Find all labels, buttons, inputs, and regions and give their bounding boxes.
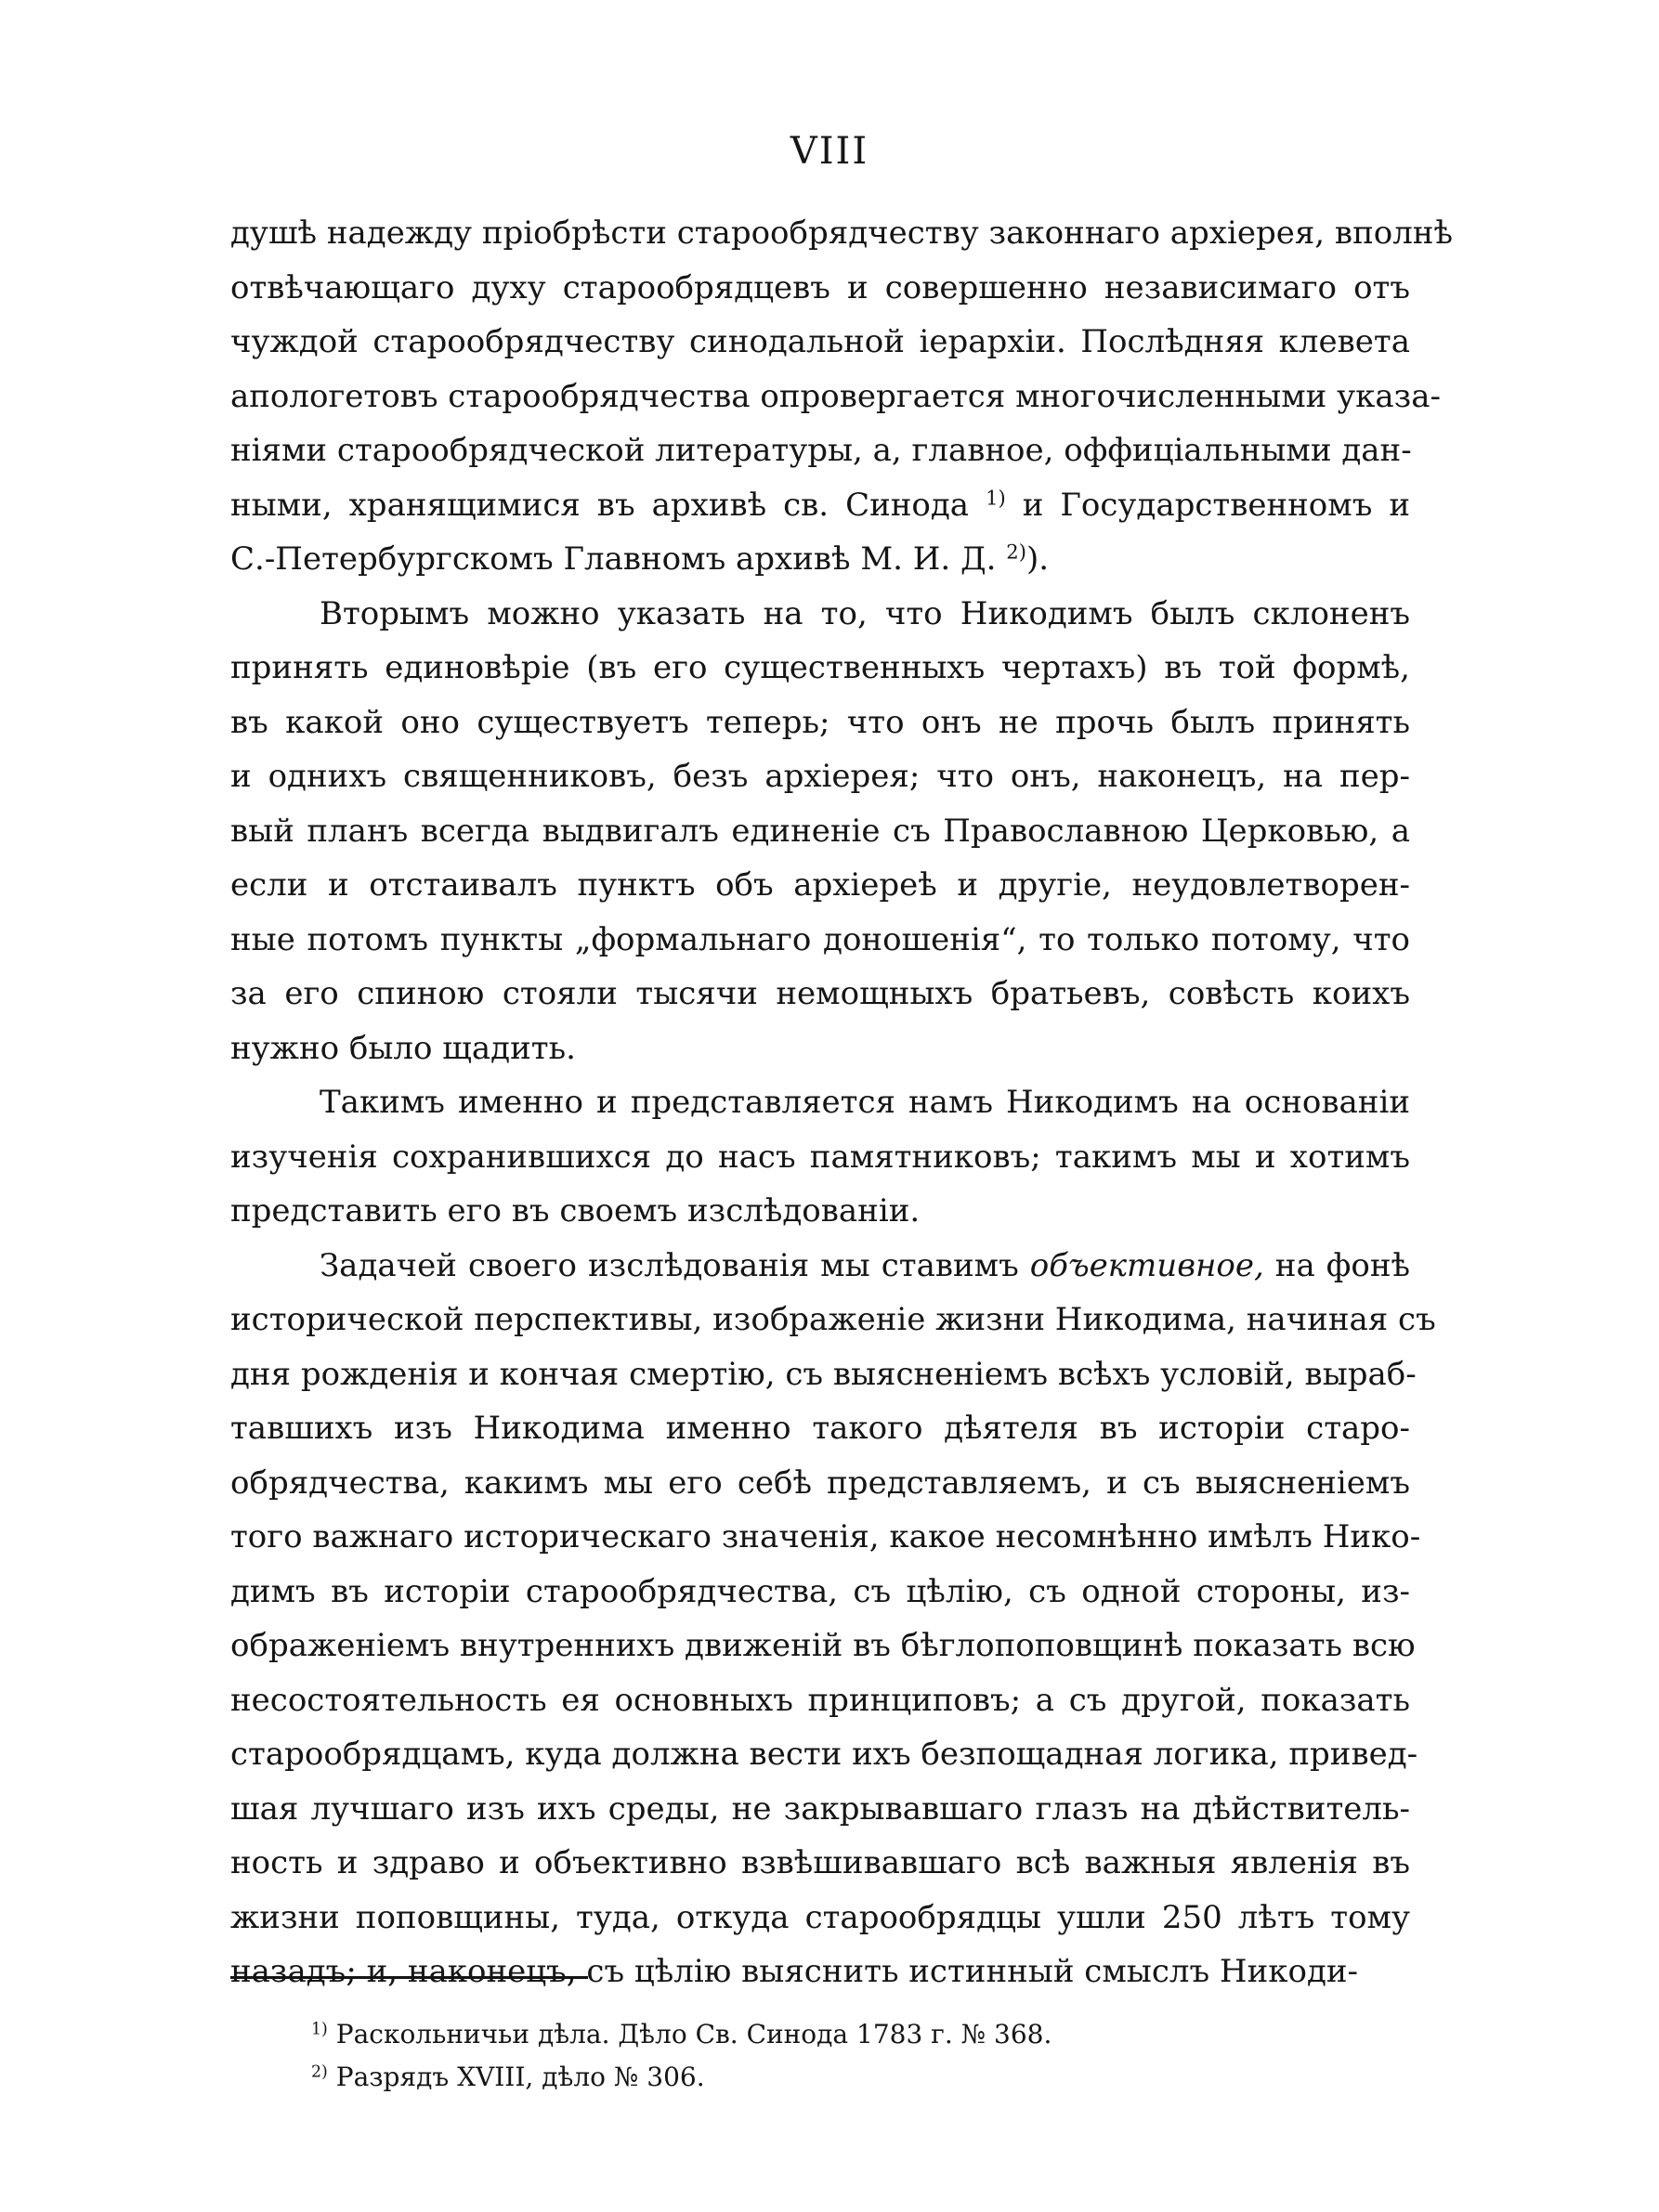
text-line: шая лучшаго изъ ихъ среды, не закрывавшаго глазъ на дѣйствитель- [230,1789,1410,1828]
footnote-text: Разрядъ XVIII, дѣло № 306. [327,2062,705,2092]
paragraph [230,1075,1410,1239]
footnote [311,2013,1426,2056]
paragraph [230,587,1410,1076]
footnotes [311,2013,1426,2099]
text-line [230,532,1410,587]
text-line: въ какой оно существуетъ теперь; что онъ не прочь былъ принять [230,703,1410,741]
body-text [230,206,1453,1999]
text-line: отвѣчающаго духу старообрядцевъ и совершенно независимаго отъ [230,268,1410,306]
text-line: нужно было щадить. [230,1029,576,1067]
footnote-marker: 2) [311,2062,328,2082]
text-line: чуждой старообрядчеству синодальной іерархіи. Послѣдняя клевета [230,323,1410,360]
text-line: изученія сохранившихся до насъ памятниковъ; такимъ мы и хотимъ [230,1138,1410,1176]
text-line: принять единовѣріе (въ его существенныхъ чертахъ) въ той формѣ, [230,649,1410,686]
footnote-text: Раскольничьи дѣла. Дѣло Св. Синода 1783 г. № 368. [327,2019,1052,2049]
text-line [230,478,1410,533]
footnote [311,2056,1426,2099]
text-run: Задачей своего изслѣдованія мы ставимъ [320,1246,1030,1284]
text-line: несостоятельность ея основныхъ принциповъ; а съ другой, показать [230,1681,1410,1719]
footnote-separator [230,1976,588,1979]
text-line: жизни поповщины, туда, откуда старообрядцы ушли 250 лѣтъ тому [230,1898,1410,1936]
text-run: на фонѣ [1263,1246,1410,1284]
footnote-marker: 1) [311,2020,328,2039]
text-run: С.-Петербургскомъ Главномъ архивѣ М. И. Д. [230,540,1007,578]
text-line: если и отстаивалъ пунктъ объ архіереѣ и другіе, неудовлетворен- [230,866,1410,904]
text-line: тавшихъ изъ Никодима именно такого дѣятеля въ исторіи старо- [230,1410,1410,1447]
footnote-ref: 2) [1006,540,1026,564]
text-line: вый планъ всегда выдвигалъ единеніе съ Православною Церковью, а [230,812,1410,850]
footnote-ref: 1) [986,485,1006,509]
text-line: апологетовъ старообрядчества опровергается многочисленными указа- [230,377,1441,415]
text-line: исторической перспективы, изображеніе жизни Никодима, начиная съ [230,1301,1436,1338]
text-line: ніями старообрядческой литературы, а, главное, оффиціальными дан- [230,432,1412,469]
text-line: и однихъ священниковъ, безъ архіерея; что онъ, наконецъ, на пер- [230,758,1410,795]
text-line: ность и здраво и объективно взвѣшивавшаго всѣ важныя явленія въ [230,1844,1410,1881]
paragraph [230,206,1453,587]
text-run: ). [1025,540,1050,578]
text-line: назадъ; и, наконецъ, съ цѣлію выяснить истинный смыслъ Никоди- [230,1953,1359,1990]
text-line: димъ въ исторіи старообрядчества, съ цѣлію, съ одной стороны, из- [230,1572,1410,1610]
text-run: и Государственномъ и [1005,486,1410,524]
text-run: ными, хранящимися въ архивѣ св. Синода [230,486,986,524]
text-line: за его спиною стояли тысячи немощныхъ братьевъ, совѣсть коихъ [230,975,1410,1012]
text-line: представить его въ своемъ изслѣдованіи. [230,1192,921,1230]
text-line: дня рожденія и кончая смертію, съ выясненіемъ всѣхъ условій, выраб- [230,1355,1417,1393]
emphasis-text: объективное, [1029,1246,1264,1284]
text-line: обрядчества, какимъ мы его себѣ представляемъ, и съ выясненіемъ [230,1464,1410,1502]
text-line: душѣ надежду пріобрѣсти старообрядчеству законнаго архіерея, вполнѣ [230,215,1453,252]
text-line: ные потомъ пункты „формальнаго доношенія“, то только потому, что [230,920,1410,958]
text-line [230,1239,1410,1294]
text-line: того важнаго историческаго значенія, какое несомнѣнно имѣлъ Нико- [230,1518,1421,1555]
text-line: Вторымъ можно указать на то, что Никодимъ былъ склоненъ [320,594,1410,632]
text-line: Такимъ именно и представляется намъ Никодимъ на основаніи [320,1084,1410,1121]
text-line: старообрядцамъ, куда должна вести ихъ безпощадная логика, привед- [230,1736,1418,1773]
text-line: ображеніемъ внутреннихъ движеній въ бѣглопоповщинѣ показать всю [230,1627,1416,1664]
paragraph [230,1239,1436,1999]
page-number: VIII [790,130,869,173]
